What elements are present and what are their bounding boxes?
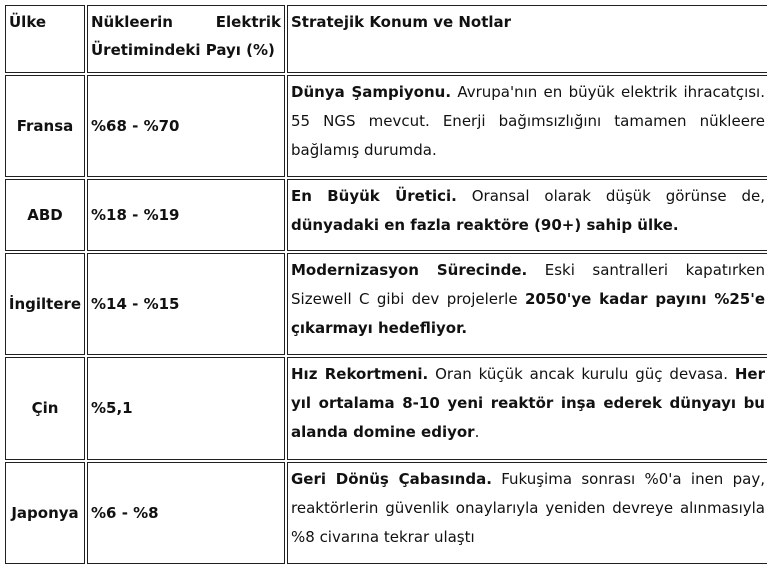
note-cell: [287, 253, 767, 355]
table-row: [5, 75, 767, 177]
note-text: Oransal olarak düşük görünse de,: [456, 187, 766, 205]
note-title: Geri Dönüş Çabasında.: [291, 470, 492, 488]
note-text: Eski santralleri kapatırken Sizewell C gibi dev projelerle: [291, 261, 765, 308]
note-text: Avrupa'nın en büyük elektrik ihracatçısı. 55 NGS mevcut. Enerji bağımsızlığını tamamen nükleere bağlamış durumda.: [291, 83, 765, 159]
nuclear-energy-table: [3, 3, 767, 566]
note-title: En Büyük Üretici.: [291, 187, 457, 205]
note-title: Modernizasyon Sürecinde.: [291, 261, 528, 279]
note-cell: [287, 179, 767, 251]
note-cell: [287, 357, 767, 460]
note-cell: [287, 462, 767, 564]
share-cell: %5,1: [87, 357, 285, 460]
share-cell: %18 - %19: [87, 179, 285, 251]
note-text: Oran küçük ancak kurulu güç devasa.: [428, 365, 735, 383]
note-emphasis: Her yıl ortalama 8-10 yeni reaktör inşa ederek dünyayı bu alanda domine ediyor: [291, 365, 765, 441]
note-title: Dünya Şampiyonu.: [291, 83, 452, 101]
table-row: [5, 462, 767, 564]
share-cell: %68 - %70: [87, 75, 285, 177]
note-tail: .: [474, 423, 480, 441]
country-cell: Çin: [5, 357, 85, 460]
table-header-row: [5, 5, 767, 73]
note-title: Hız Rekortmeni.: [291, 365, 429, 383]
share-cell: %14 - %15: [87, 253, 285, 355]
note-emphasis: 2050'ye kadar payını %25'e çıkarmayı hedefliyor.: [291, 290, 765, 337]
note-cell: [287, 75, 767, 177]
table-row: [5, 253, 767, 355]
share-cell: %6 - %8: [87, 462, 285, 564]
table-row: [5, 357, 767, 460]
country-cell: Japonya: [5, 462, 85, 564]
header-share: Nükleerin Elektrik Üretimindeki Payı (%): [87, 5, 285, 73]
header-notes: Stratejik Konum ve Notlar: [287, 5, 767, 73]
note-emphasis: dünyadaki en fazla reaktöre (90+) sahip ülke.: [291, 216, 679, 234]
header-country: Ülke: [5, 5, 85, 73]
table-row: [5, 179, 767, 251]
country-cell: ABD: [5, 179, 85, 251]
country-cell: Fransa: [5, 75, 85, 177]
note-text: Fukuşima sonrası %0'a inen pay, reaktörlerin güvenlik onaylarıyla yeniden devreye alınmasıyla %8 civarına tekrar ulaştı: [291, 470, 765, 546]
country-cell: İngiltere: [5, 253, 85, 355]
